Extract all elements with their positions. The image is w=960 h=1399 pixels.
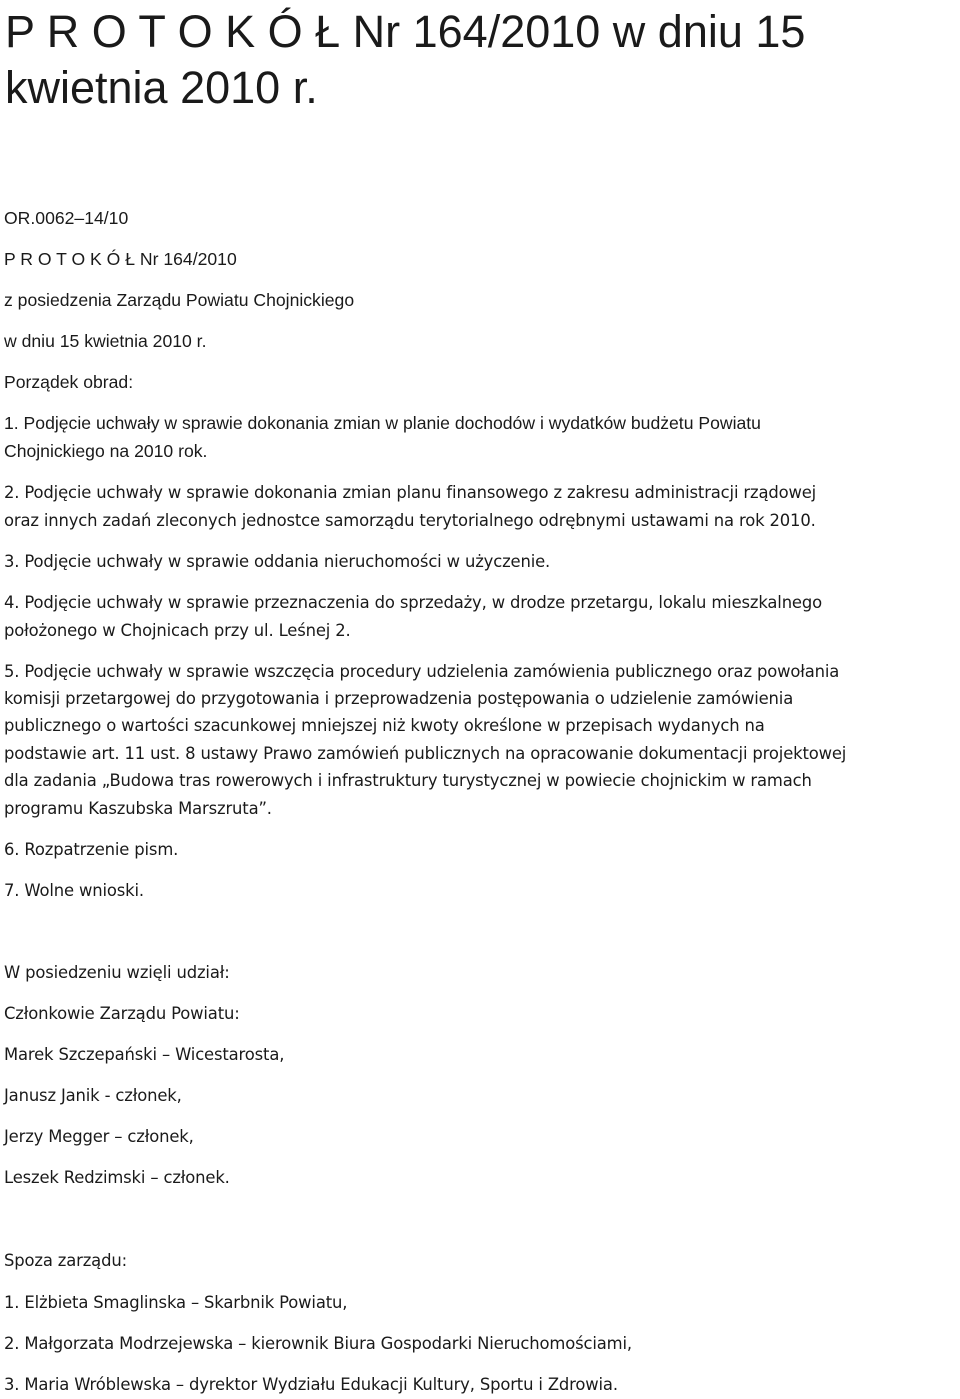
agenda-item-5-line-2: komisji przetargowej do przygotowania i przeprowadzenia postępowania o udzielenie zamówienia <box>4 689 794 708</box>
board-member-4: Leszek Redzimski – członek. <box>4 1168 230 1187</box>
attendance-heading: W posiedzeniu wzięli udział: <box>4 963 230 982</box>
meeting-date: w dniu 15 kwietnia 2010 r. <box>4 331 207 351</box>
agenda-item-5-line-6: programu Kaszubska Marszruta”. <box>4 799 272 818</box>
board-member-3: Jerzy Megger – członek, <box>4 1127 194 1146</box>
agenda-item-2-line-1: 2. Podjęcie uchwały w sprawie dokonania zmian planu finansowego z zakresu administracji rządowej <box>4 483 817 502</box>
board-members-heading: Członkowie Zarządu Powiatu: <box>4 1004 240 1023</box>
meeting-subtitle: z posiedzenia Zarządu Powiatu Chojnickiego <box>4 290 355 310</box>
agenda-item-6: 6. Rozpatrzenie pism. <box>4 840 179 859</box>
agenda-item-1-line-2: Chojnickiego na 2010 rok. <box>4 441 208 461</box>
board-member-1: Marek Szczepański – Wicestarosta, <box>4 1045 285 1064</box>
agenda-item-5-line-3: publicznego o wartości szacunkowej mniejszej niż kwoty określone w przepisach wydanych na <box>4 716 765 735</box>
outside-attendee-1: 1. Elżbieta Smaglinska – Skarbnik Powiatu, <box>4 1293 348 1312</box>
agenda-item-5-line-5: dla zadania „Budowa tras rowerowych i infrastruktury turystycznej w powiecie chojnickim w ramach <box>4 771 812 790</box>
outside-attendee-3: 3. Maria Wróblewska – dyrektor Wydziału Edukacji Kultury, Sportu i Zdrowia. <box>4 1375 618 1394</box>
protocol-number: P R O T O K Ó Ł Nr 164/2010 <box>4 249 237 269</box>
outside-attendee-2: 2. Małgorzata Modrzejewska – kierownik Biura Gospodarki Nieruchomościami, <box>4 1334 632 1353</box>
agenda-item-4-line-2: położonego w Chojnicach przy ul. Leśnej 2. <box>4 621 351 640</box>
agenda-item-1-line-1: 1. Podjęcie uchwały w sprawie dokonania zmian w planie dochodów i wydatków budżetu Powiatu <box>4 413 761 433</box>
outside-board-heading: Spoza zarządu: <box>4 1251 127 1270</box>
agenda-item-5-line-4: podstawie art. 11 ust. 8 ustawy Prawo zamówień publicznych na opracowanie dokumentacji projektowej <box>4 744 847 763</box>
agenda-item-4-line-1: 4. Podjęcie uchwały w sprawie przeznaczenia do sprzedaży, w drodze przetargu, lokalu mieszkalnego <box>4 593 823 612</box>
agenda-item-2-line-2: oraz innych zadań zleconych jednostce samorządu terytorialnego odrębnymi ustawami na rok 2010. <box>4 511 816 530</box>
document-title: P R O T O K Ó Ł Nr 164/2010 w dniu 15 kwietnia 2010 r. <box>5 6 806 113</box>
agenda-heading: Porządek obrad: <box>4 372 134 392</box>
agenda-item-7: 7. Wolne wnioski. <box>4 881 144 900</box>
board-member-2: Janusz Janik - członek, <box>4 1086 182 1105</box>
agenda-item-3: 3. Podjęcie uchwały w sprawie oddania nieruchomości w użyczenie. <box>4 552 551 571</box>
reference-number: OR.0062–14/10 <box>4 208 129 228</box>
agenda-item-5-line-1: 5. Podjęcie uchwały w sprawie wszczęcia procedury udzielenia zamówienia publicznego oraz powołania <box>4 662 840 681</box>
